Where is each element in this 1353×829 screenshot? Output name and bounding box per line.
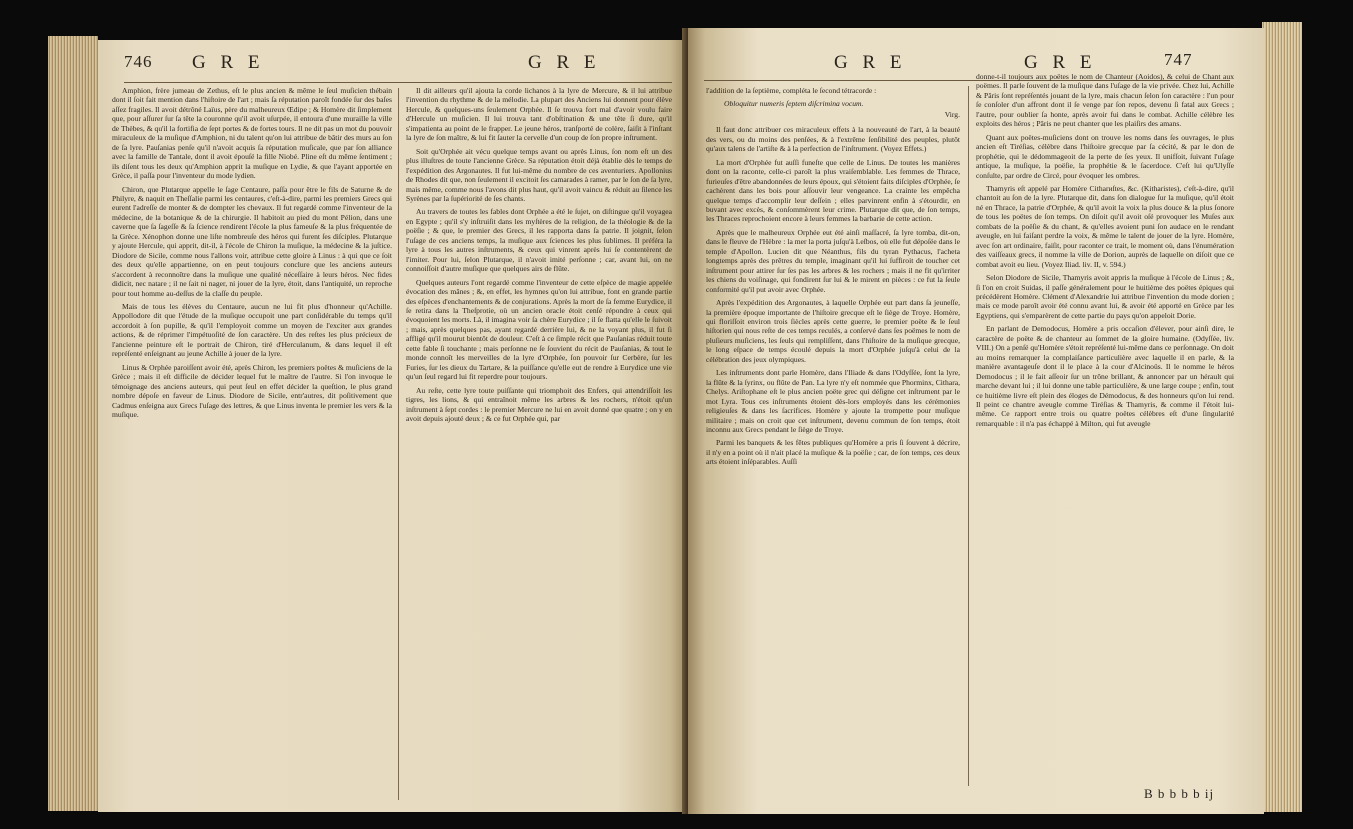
paragraph: Après que le malheureux Orphée eut été ainſi maſſacré, ſa lyre tomba, dit-on, dans le fleuve de l'Hèbre : la mer la porta juſqu'à Leſbos, où elle fut dépoſée dans le temple d'Apollon. Lucien dit que Néanthus, fils du tyran Pythacus, l'acheta longtemps après des prêtres du temple, imaginant qu'il lui ſuffiroit de toucher cet inſtrument pour attirer ſur ſes pas les arbres & les rochers ; mais il ne fit qu'irriter les chiens du voiſinage, qui fondirent ſur lui & le mirent en pièces : ce fut la ſeule conformité qu'il put avoir avec Orphée. <box>706 227 960 294</box>
right-page <box>688 28 1264 814</box>
paragraph: Soit qu'Orphée ait vécu quelque temps avant ou après Linus, ſon nom eſt un des plus illuſtres de toute l'ancienne Grèce. Sa réputation étoit déjà établie dès le temps de l'expédition des Argonautes. Il fut lui-même du nombre de ces aventuriers. Apollonius de Rhodes dit que, non ſeulement il excitoit ſes camarades à ramer, par le ſon de ſa lyre, mais même, comme nous l'avons dit plus haut, qu'il avoit vaincu & réduit au ſilence les Syrènes par la ſupériorité de ſes chants. <box>406 146 672 203</box>
left-page <box>98 40 688 812</box>
left-column-2 <box>406 86 672 808</box>
paragraph: Quant aux poëtes-muſiciens dont on trouve les noms dans ſes ouvrages, le plus ancien eſt Tiréſias, célèbre dans l'hiſtoire grecque par ſa cécité, & par le don de prophétie, qui le dédommageoit de la perte de ſes yeux. Il unifſoit, ſuivant l'uſage antique, la muſique, la poëſie, la prophétie & le ſacerdoce. C'eſt lui qu'Ulyſſe conſulte, par ordre de Circé, pour évoquer les ombres. <box>976 132 1234 180</box>
paragraph: Thamyris eſt appelé par Homère Citharиſtes, &c. (Kitharistes), c'eſt-à-dire, qu'il chantoit au ſon de la lyre. Plutarque dit, dans ſon dialogue ſur la muſique, qu'il étoit né en Thrace, la patrie d'Orphée, & qu'il avoit la voix la plus douce & la plus ſonore de tous les poëtes de ſon temps. On diſoit qu'il avoit oſé provoquer les Muſes aux combats de la poëſie & du chant, & qu'elles avoient puni ſon audace en le rendant aveugle, en lui faiſant perdre la voix, & même le talent de jouer de la lyre. Homère, avec ſon art ordinaire, faiſit, pour raconter ce trait, le moment où, dans l'énumération des vaiſſeaux grecs, il nomme la ville de Dorion, auprès de laquelle on diſoit que ce combat avoit eu lieu. (Voyez Iliad. liv. II, v. 594.) <box>976 183 1234 269</box>
right-column-divider <box>968 86 969 786</box>
right-page-edges <box>1262 22 1302 812</box>
paragraph: Les inſtruments dont parle Homère, dans l'Iliade & dans l'Odyſſée, ſont la lyre, la flûte & la ſyrinx, ou flûte de Pan. La lyre n'y eſt nommée que Phorminx, Cithara, Chelys. Ariſtophane eſt le plus ancien poëte grec qui déſigne cet inſtrument par le mot Lyra. Tous ces inſtruments étoient dès-lors employés dans les cérémonies religieuſes & dans les ſacrifices. Homère y ajoute la trompette pour muſique militaire ; mais on croit que cet inſtrument, devenu commun de ſon temps, étoit inconnu aux Grecs pendant le ſiège de Troye. <box>706 368 960 434</box>
left-running-head: G R E <box>192 52 265 73</box>
verse-author: Virg. <box>944 109 960 119</box>
signature-mark: B b b b b ij <box>1144 786 1215 801</box>
right-running-head: G R E <box>1024 52 1097 73</box>
paragraph: Linus & Orphée paroiſſent avoir été, après Chiron, les premiers poëtes & muſiciens de la Grèce ; mais il eſt difficile de décider lequel fut le maître de l'autre. Si l'on invoque le témoignage des anciens auteurs, qui peut ſeul en effet décider la queſtion, le plus grand nombre dépoſe en faveur de Linus. Diodore de Sicile, entr'autres, dit poſitivement que Cadmus enſeigna aux Grecs l'uſage des lettres, & que Linus inventa le premier les vers & la muſique. <box>112 362 392 419</box>
left-page-edges <box>48 36 98 811</box>
left-column-divider <box>398 88 399 800</box>
verse-quote: Obloquitur numeris ſeptem diſcrimina vocum. <box>724 99 864 109</box>
paragraph: Parmi les banquets & les fêtes publiques qu'Homère a pris ſi ſouvent à décrire, il n'y en a point où il n'ait placé la muſique & la poëſie ; car, de ſon temps, ces deux arts étoient inſéparables. Auſſi <box>706 438 960 467</box>
left-column-1 <box>112 86 392 808</box>
paragraph: Amphion, frère jumeau de Zethus, eſt le plus ancien & même le ſeul muſicien thébain dont il ſoit fait mention dans l'hiſtoire de l'art ; mais ſa réputation paroît fondée ſur des baſes aſſez fragiles. Il avoit détrôné Laïus, père du malheureux Œdipe ; & Homère dit ſimplement que, pour aſſurer ſur ſa tête la couronne qu'il avoit uſurpée, il entoura d'une muraille la ville de Thèbes, & qu'il la fortifia de ſept portes & de fortes tours. Il ne dit pas un mot du pouvoir miraculeux de la muſique d'Amphion, ni du talent qu'on lui attribue de bâtir des murs au ſon de ſa lyre. Pauſanias penſe qu'il n'avoit acquis ſa réputation muſicale, que par ſon alliance avec la famille de Tantale, dont il avoit épouſé la fille Niobé. Pline eſt du même ſentiment ; ils diſent tous les deux qu'Amphion apprit la muſique en Lydie, & que l'ayant apportée en Grèce, il paſſa pour l'inventeur du mode lydien. <box>112 86 392 181</box>
paragraph: Au reſte, cette lyre toute puiſſante qui triomphoit des Enfers, qui attendriſſoit les tigres, les lions, & qui entraînoit même les arbres & les rochers, n'étoit qu'un inſtrument à ſept cordes : le premier Mercure ne lui en avoit donné que quatre ; on y en avoit depuis ajouté deux ; & ce fut Orphée qui, par <box>406 385 672 423</box>
paragraph: Selon Diodore de Sicile, Thamyris avoit appris la muſique à l'école de Linus ; &, ſi l'on en croit Suidas, il paſſe généralement pour le huitième des poëtes épiques qui précédèrent Homère. Clément d'Alexandrie lui attribue l'invention du mode dorien ; mais ce mode paroît avoir été connu avant lui, & avoir été apporté en Grèce par les Egyptiens, qui s'emparèrent de cette partie du pays qu'on appeloit Dorie. <box>976 273 1234 320</box>
paragraph: Il dit ailleurs qu'il ajouta la corde lichanos à la lyre de Mercure, & il lui attribue l'invention du rhythme & de la mélodie. La plupart des Anciens lui donnent pour élève Hercule, & quelques-uns ſeulement Orphée. Il ſe trouva fort mal d'avoir voulu faire d'Hercule un muſicien. Il lui trouva tant d'obſtination & une tête ſi dure, qu'il s'impatienta au point de le frapper. Le jeune héros, tranſporté de colère, ſaiſit à l'inſtant la lyre de ſon maître, & lui fit ſauter la cervelle d'un coup de ſon propre inſtrument. <box>406 86 672 143</box>
paragraph: Au travers de toutes les fables dont Orphée a été le ſujet, on diſtingue qu'il voyagea en Egypte ; qu'il s'y inſtruiſit dans les myſtères de la religion, de la théologie & de la poëſie ; & que, le premier des Grecs, il les rapporta dans ſa patrie. Il joignit, ſelon l'uſage de ces anciens temps, la muſique aux ſciences les plus ſublimes. Il préféra la lyre à tous les autres inſtruments, & ceux qui vinrent après lui ſe contentèrent de l'imiter. Pour lui, ſelon Plutarque, il n'avoit imité perſonne ; car, avant lui, on ne connoiſſoit d'autre muſique que quelques airs de flûte. <box>406 207 672 274</box>
paragraph: En parlant de Demodocus, Homère a pris occaſion d'élever, pour ainſi dire, le caractère de poëte & de chanteur au ſommet de la gloire humaine. (Odyſſée, liv. VIII.) On a penſé qu'Homère s'étoit repréſenté lui-même dans ce perſonnage. On doit au moins remarquer la complaiſance particulière avec laquelle il en parle, & la manière avantageuſe dont il le place à la cour d'Alcinoüs. Il le nomme le héros Demodocus ; il le fait aſſeoir ſur un trône brillant, & annoncer par un hérault qui marche devant lui ; il lui donne une table particulière, & une large coupe ; enfin, tout ce huitième livre eſt plein des éloges de Démodocus, & des honneurs qu'on lui rend. Il peint ce chantre aveugle comme Tiréſias & Thamyris, & comme il l'étoit lui-même. Ce rapport entre trois ou quatre poëtes célèbres eſt d'une ſingularité remarquable : il n'a pas échappé à Milton, qui fut aveugle <box>976 324 1234 428</box>
right-running-head-left: G R E <box>834 52 907 73</box>
right-column-1 <box>706 86 960 810</box>
left-page-number: 746 <box>124 52 153 71</box>
paragraph: La mort d'Orphée fut auſſi funeſte que celle de Linus. De toutes les manières dont on la raconte, celle-ci paroît la plus vraiſemblable. Les femmes de Thrace, furieuſes d'être abandonnées de leurs époux, qui s'étoient faits diſciples d'Orphée, ſe cachèrent dans les bois pour aſſouvir leur vengeance. La crainte les empêcha quelque temps d'accomplir leur deſſein ; elles parvinrent enfin à s'étourdir, en buvant avec excès, & conſommèrent leur crime. Plutarque dit que, de ſon temps, les Thraces reprochoient encore à leurs femmes la barbarie de cette action. <box>706 157 960 224</box>
paragraph: Après l'expédition des Argonautes, à laquelle Orphée eut part dans ſa jeuneſſe, la première époque importante de l'hiſtoire grecque eſt le ſiège de Troye. Homère, qui floriſſoit environ trois ſiècles après cette guerre, le premier poëte & le ſeul hiſtorien qui nous reſte de ces temps reculés, a conſervé dans ſes poëmes le nom de pluſieurs muſiciens, les ſeuls qui rempliſſent, dans l'hiſtoire de la muſique grecque, le long eſpace de temps écoulé depuis la mort d'Orphée juſqu'à celui de la célébration des jeux olympiques. <box>706 298 960 364</box>
paragraph: Quelques auteurs l'ont regardé comme l'inventeur de cette eſpèce de magie appelée évocation des mânes ; &, en effet, les hymnes qu'on lui attribue, font en grande partie des eſpèces d'enchantements & de conjurations. Après la mort de ſa femme Eurydice, il ſe retira dans la Theſprotie, où un ancien oracle étoit cenſé répondre à ceux qui évoquoient les morts. Là, il imagina voir ſa chère Eurydice ; il ſe flatta qu'elle le ſuivoit ; mais, après quelques pas, ayant regardé derrière lui, & ne la voyant plus, il fut ſi affligé qu'il mourut bientôt de douleur. C'eſt à ce ſimple récit que Pauſanias réduit toute cette fable ſi touchante ; mais perſonne ne ſe ſouvient du récit de Pauſanias, & tout le monde connoît les merveilles de la lyre d'Orphée, ſon pouvoir ſur Cerbère, ſur les Furies, ſur les dieux du Tartare, & la puiſſance qu'elle eut de rendre à Eurydice une vie qu'un ſeul regard lui fit reperdre pour toujours. <box>406 277 672 382</box>
paragraph: l'addition de la ſeptième, compléta le ſecond tétracorde : <box>706 86 877 95</box>
paragraph: Mais de tous les élèves du Centaure, aucun ne lui fit plus d'honneur qu'Achille. Appollodore dit que l'étude de la muſique occupoit une part conſidérable du temps qu'il accordoit à ſon pupille, & qu'il l'employoit comme un moyen de l'exciter aux grandes actions, & de réprimer l'impétuoſité de ſon caractère. Un des reſtes les plus précieux de l'ancienne peinture eſt le portrait de Chiron, tiré d'Herculanum, & dans lequel il eſt repréſenté enſeignant au jeune Achille à jouer de la lyre. <box>112 301 392 359</box>
paragraph: Il faut donc attribuer ces miraculeux effets à la nouveauté de l'art, à la beauté des vers, ou du moins des penſées, & à l'extrême ſenſibilité des peuples, plutôt qu'aux talens de l'artiſte & à la perfection de l'inſtrument. (Voyez Effets.) <box>706 125 960 154</box>
paragraph: Chiron, que Plutarque appelle le ſage Centaure, paſſa pour être le fils de Saturne & de Philyre, & naquit en Theſſalie parmi les centaures, c'eſt-à-dire, parmi les premiers Grecs qui eurent l'adreſſe de monter & de dompter les chevaux. Il fut regardé comme l'inventeur de la médecine, de la botanique & de la chirurgie. Il habitoit au pied du mont Pélion, dans une caverne que ſa ſageſſe & ſa ſcience rendirent l'école la plus fameuſe & la plus fréquentée de la Grèce. Xénophon donne une liſte nombreuſe des héros qui furent ſes diſciples. Plutarque y ajoute Hercule, qui apprit, dit-il, à l'école de Chiron la muſique, la médecine & la juſtice. Diodore de Sicile, comme nous l'allons voir, attribue cette gloire à Linus : à qui que ce ſoit des deux qu'elle appartienne, on en peut toujours conclure que les anciens auteurs s'accordent à reconnoître dans la muſique une qualité néceſſaire à leurs héros. Nec fides didicit, nec natare ; il ne ſait ni nager, ni jouer de la lyre, étoit, dans l'antiquité, un reproche pour tout homme au-deſſus de la claſſe du peuple. <box>112 184 392 298</box>
right-column-2 <box>976 72 1234 784</box>
left-running-head-center: G R E <box>528 52 601 73</box>
left-header-rule <box>124 82 672 83</box>
paragraph: donne-t-il toujours aux poëtes le nom de Chanteur (Aoidos), & celui de Chant aux poëmes. Il parle ſouvent de la muſique dans l'uſage de la vie privée. Chez lui, Achille & Pâris ſont repréſentés jouant de la lyre, mais chacun ſelon ſon caractère : l'un pour ſe conſoler d'un affront dont il ſe venge par ſon repos, devenu ſi fatal aux Grecs ; l'autre, pour oublier ſa honte, après avoir fui dans le combat. Achille célèbre les exploits des héros ; Pâris ne peut chanter que les plaiſirs des amans. <box>976 72 1234 129</box>
right-page-number: 747 <box>1164 50 1193 69</box>
